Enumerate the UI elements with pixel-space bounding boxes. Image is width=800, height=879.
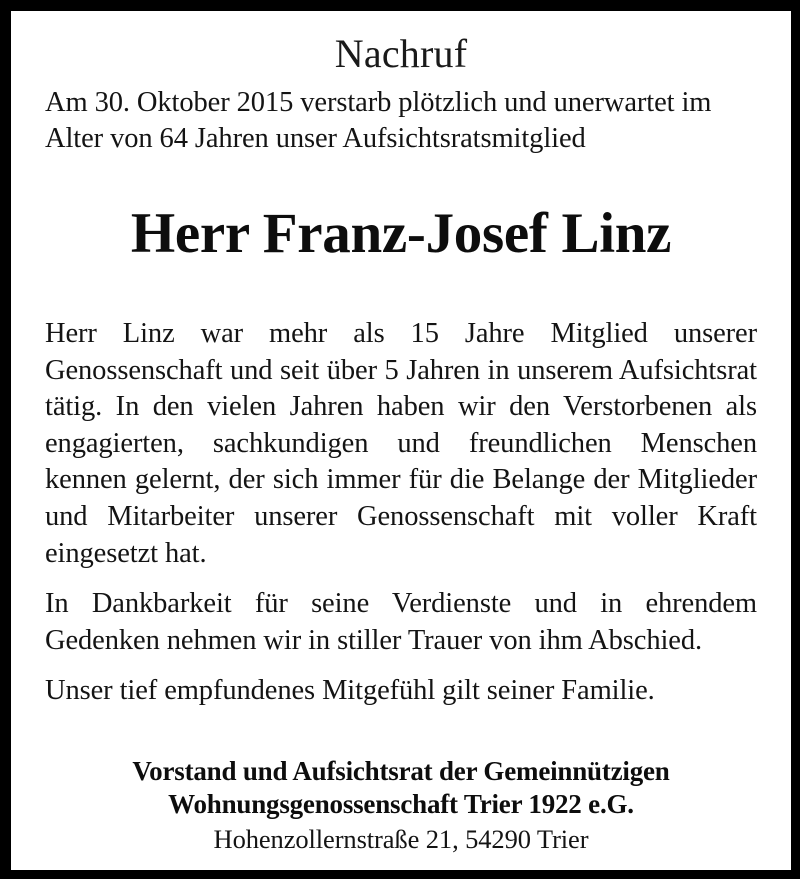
deceased-name: Herr Franz-Josef Linz (130, 202, 672, 266)
organization-line-2: Wohnungsgenossenschaft Trier 1922 e.G. (168, 788, 634, 819)
obituary-notice-content (11, 11, 791, 870)
intro-text: Am 30. Oktober 2015 verstarb plötzlich und unerwartet im Alter von 64 Jahren unser Aufsichtsratsmitglied (45, 87, 712, 154)
tribute-paragraph-3: Unser tief empfundenes Mitgefühl gilt seiner Familie. (45, 675, 655, 707)
tribute-paragraph-1: Herr Linz war mehr als 15 Jahre Mitglied unserer Genossenschaft und seit über 5 Jahren in unserem Aufsichtsrat tätig. In den vielen Jahren haben wir den Verstorbenen als engagierten, sachkundigen und freundlichen Menschen kennen gelernt, der sich immer für die Belange der Mitglieder und Mitarbeiter unserer Genossenschaft mit voller Kraft eingesetzt hat. (45, 317, 757, 569)
tribute-paragraph-2: In Dankbarkeit für seine Verdienste und in ehrendem Gedenken nehmen wir in stiller Trauer von ihm Abschied. (45, 588, 757, 656)
page-title: Nachruf (334, 31, 468, 76)
signature-block (45, 725, 757, 856)
organization-address: Hohenzollernstraße 21, 54290 Trier (213, 824, 589, 855)
organization-line-1: Vorstand und Aufsichtsrat der Gemeinnützigen (132, 755, 670, 786)
